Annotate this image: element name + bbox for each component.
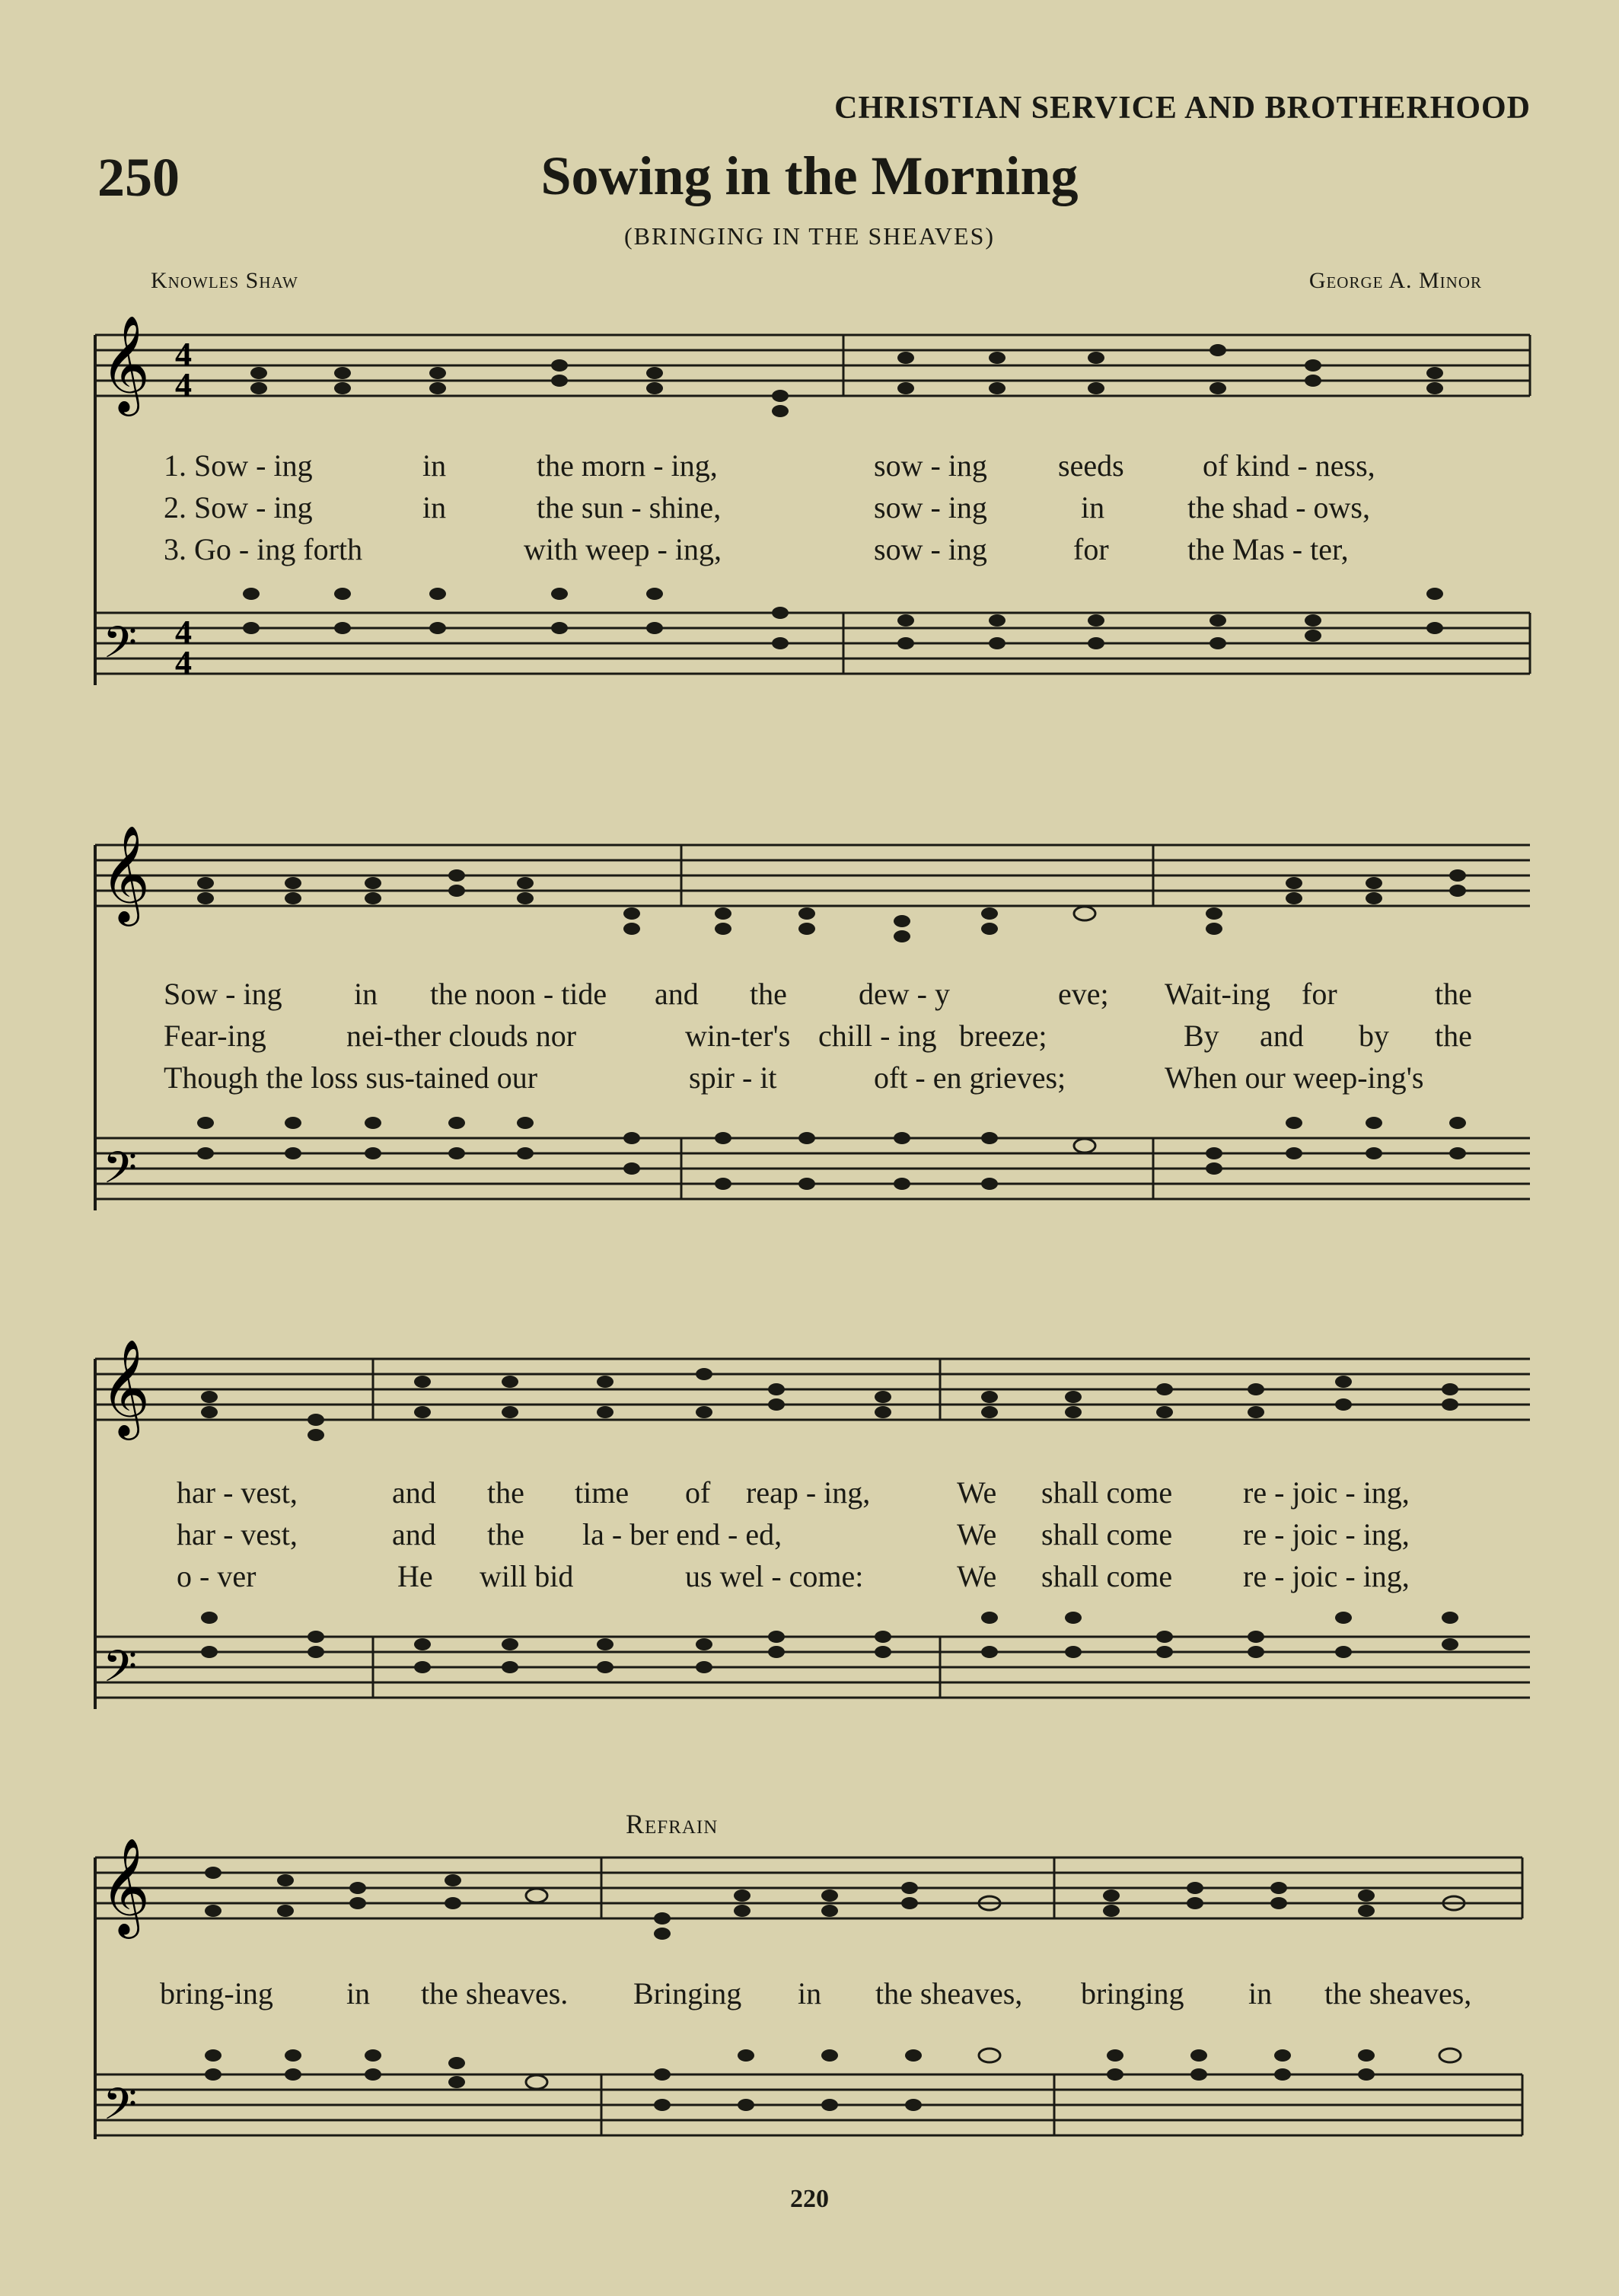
section-title: CHRISTIAN SERVICE AND BROTHERHOOD (834, 91, 1531, 126)
lyrics-s3-v3: o - ver (177, 1559, 257, 1593)
lyrics-s2-v2g: and (1260, 1019, 1304, 1053)
lyrics-refrain-h: in (1248, 1976, 1273, 2011)
treble-staff (95, 845, 1530, 1210)
lyrics-s2-v1d: and (655, 977, 699, 1011)
lyrics-s1-v2: 2. Sow - ing (164, 490, 313, 525)
lyrics-s1-v3c: sow - ing (874, 532, 987, 566)
lyrics-refrain-e: in (798, 1976, 822, 2011)
lyrics-s1-v3e: the Mas - ter, (1187, 532, 1349, 566)
lyrics-refrain-d: Bringing (633, 1976, 742, 2011)
lyrics-s1-v1d: sow - ing (874, 448, 987, 483)
lyrics-s3-v1c: the (487, 1475, 524, 1510)
treble-clef-icon: 𝄞 (100, 828, 151, 920)
lyrics-s1-v2d: sow - ing (874, 490, 987, 525)
page-number: 220 (790, 2185, 829, 2213)
lyrics-s2-v1b: in (354, 977, 378, 1011)
time-signature-top-bass: 4 (175, 614, 192, 651)
lyrics-s3-v3d: us wel - come: (685, 1559, 864, 1593)
treble-clef-icon: 𝄞 (100, 1840, 151, 1933)
lyrics-s2-v1f: dew - y (859, 977, 950, 1011)
lyrics-s3-v1b: and (392, 1475, 436, 1510)
lyrics-s2-v1c: the noon - tide (430, 977, 607, 1011)
lyrics-s3-v2e: We (957, 1517, 997, 1551)
lyrics-s1-v1: 1. Sow - ing (164, 448, 313, 483)
lyrics-s2-v2h: by (1359, 1019, 1389, 1053)
lyrics-s2-v3b: spir - it (689, 1060, 777, 1095)
lyrics-s1-v2e: in (1081, 490, 1105, 525)
lyrics-s3-v1e: of (685, 1475, 711, 1510)
lyricist-credit: Knowles Shaw (151, 268, 298, 293)
lyrics-s3-v1f: reap - ing, (746, 1475, 871, 1510)
lyrics-s1-v1c: the morn - ing, (537, 448, 718, 483)
composer-credit: George A. Minor (1308, 268, 1482, 293)
lyrics-refrain-c: the sheaves. (421, 1976, 569, 2011)
lyrics-s3-v2b: and (392, 1517, 436, 1551)
lyrics-s3-v3c: will bid (480, 1559, 574, 1593)
lyrics-s3-v1: har - vest, (177, 1475, 298, 1510)
lyrics-s2-v1g: eve; (1058, 977, 1109, 1011)
treble-clef-icon: 𝄞 (100, 1341, 151, 1434)
lyrics-s1-v2b: in (422, 490, 447, 525)
time-signature-top: 4 (175, 336, 192, 373)
refrain-label: Refrain (626, 1809, 719, 1839)
lyrics-s1-v3: 3. Go - ing forth (164, 532, 363, 566)
time-signature-bottom: 4 (175, 366, 192, 403)
lyrics-s2-v3c: oft - en grieves; (874, 1060, 1066, 1095)
lyrics-s2-v2e: breeze; (959, 1019, 1047, 1053)
lyrics-refrain-g: bringing (1081, 1976, 1184, 2011)
lyrics-s3-v3g: re - joic - ing, (1243, 1559, 1410, 1593)
lyrics-s3-v3f: shall come (1041, 1559, 1173, 1593)
lyrics-s2-v2: Fear-ing (164, 1019, 266, 1053)
lyrics-s3-v2c: the (487, 1517, 524, 1551)
bass-staff (95, 1138, 1530, 1199)
lyrics-refrain-i: the sheaves, (1324, 1976, 1472, 2011)
lyrics-s3-v1g: We (957, 1475, 997, 1510)
treble-clef-icon: 𝄞 (100, 317, 151, 410)
lyrics-s2-v2b: nei-ther clouds nor (346, 1019, 577, 1053)
lyrics-s1-v2f: the shad - ows, (1187, 490, 1370, 525)
hymn-number: 250 (97, 147, 180, 208)
lyrics-s3-v2f: shall come (1041, 1517, 1173, 1551)
lyrics-s3-v1h: shall come (1041, 1475, 1173, 1510)
hymn-title: Sowing in the Morning (540, 145, 1079, 206)
lyrics-s3-v2: har - vest, (177, 1517, 298, 1551)
lyrics-s3-v2g: re - joic - ing, (1243, 1517, 1410, 1551)
hymn-subtitle: (BRINGING IN THE SHEAVES) (623, 222, 996, 250)
lyrics-s1-v1f: of kind - ness, (1203, 448, 1375, 483)
bass-clef-icon: 𝄢 (103, 1644, 138, 1702)
lyrics-s1-v1b: in (422, 448, 447, 483)
bass-staff (95, 2074, 1522, 2135)
lyrics-s3-v3e: We (957, 1559, 997, 1593)
lyrics-s2-v2i: the (1435, 1019, 1472, 1053)
bass-staff (95, 1637, 1530, 1698)
bass-clef-icon: 𝄢 (103, 620, 138, 678)
lyrics-s2-v3: Though the loss sus-tained our (164, 1060, 538, 1095)
lyrics-s2-v3d: When our weep-ing's (1165, 1060, 1424, 1095)
lyrics-s1-v3b: with weep - ing, (524, 532, 722, 566)
lyrics-s2-v1i: for (1302, 977, 1337, 1011)
lyrics-s3-v1i: re - joic - ing, (1243, 1475, 1410, 1510)
lyrics-s2-v2f: By (1184, 1019, 1219, 1053)
lyrics-s3-v2d: la - ber end - ed, (582, 1517, 782, 1551)
lyrics-s2-v1e: the (750, 977, 787, 1011)
lyrics-s2-v2c: win-ter's (685, 1019, 791, 1053)
lyrics-s2-v1j: the (1435, 977, 1472, 1011)
lyrics-s1-v3d: for (1073, 532, 1109, 566)
lyrics-s1-v1e: seeds (1058, 448, 1124, 483)
lyrics-refrain: bring-ing (160, 1976, 273, 2011)
lyrics-refrain-f: the sheaves, (875, 1976, 1023, 2011)
lyrics-refrain-b: in (346, 1976, 371, 2011)
bass-clef-icon: 𝄢 (103, 1145, 138, 1204)
lyrics-s1-v2c: the sun - shine, (537, 490, 722, 525)
lyrics-s2-v1h: Wait-ing (1165, 977, 1270, 1011)
time-signature-bottom-bass: 4 (175, 644, 192, 681)
bass-clef-icon: 𝄢 (103, 2081, 138, 2140)
lyrics-s2-v1: Sow - ing (164, 977, 282, 1011)
lyrics-s3-v3b: He (397, 1559, 433, 1593)
lyrics-s3-v1d: time (575, 1475, 629, 1510)
lyrics-s2-v2d: chill - ing (818, 1019, 937, 1053)
